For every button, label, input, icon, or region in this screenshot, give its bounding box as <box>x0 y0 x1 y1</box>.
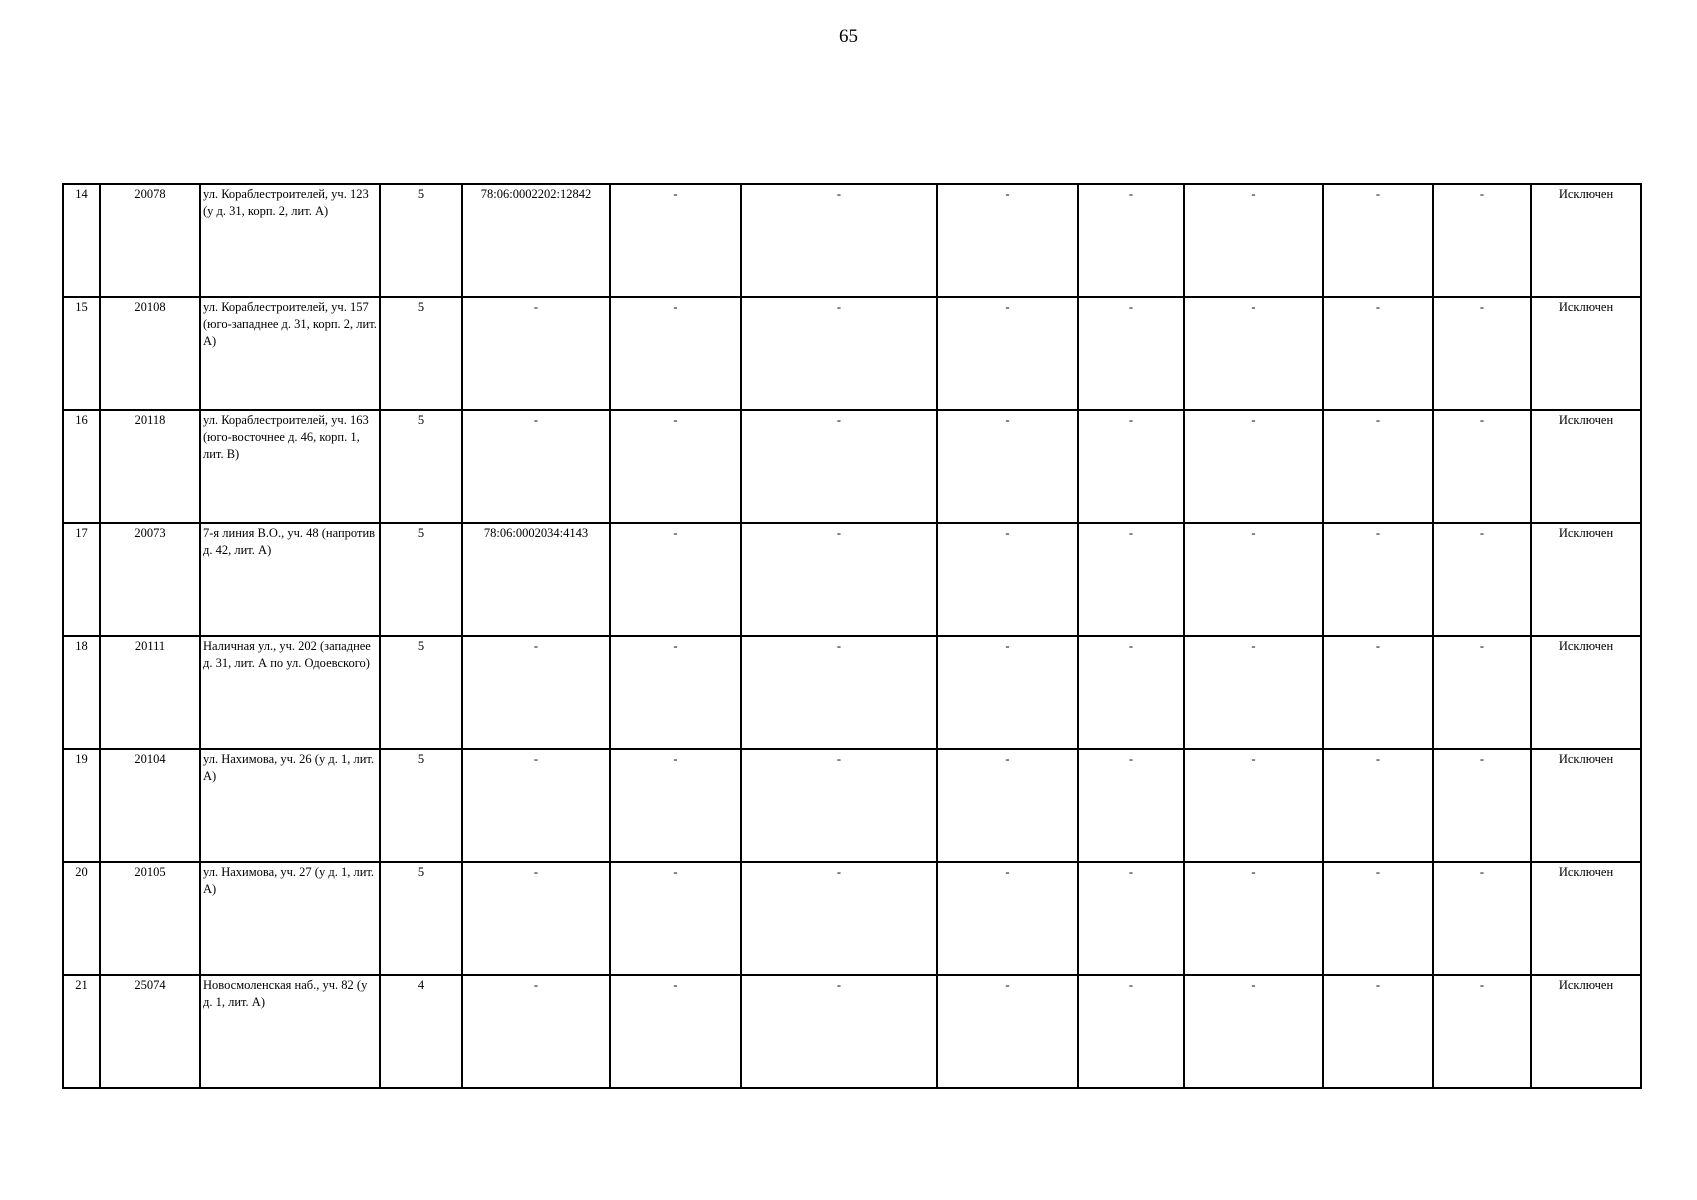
data-cell: - <box>937 410 1078 523</box>
data-cell: - <box>1078 975 1184 1088</box>
code-cell: 20073 <box>100 523 200 636</box>
data-cell: - <box>1433 975 1531 1088</box>
data-cell: - <box>741 749 937 862</box>
cadastral-number-cell: - <box>462 862 610 975</box>
table-row <box>63 523 1641 636</box>
value-cell: 4 <box>380 975 462 1088</box>
data-cell: - <box>741 184 937 297</box>
status-cell: Исключен <box>1531 297 1641 410</box>
cadastral-number-cell: - <box>462 749 610 862</box>
table-row <box>63 749 1641 862</box>
table-row <box>63 975 1641 1088</box>
data-cell: - <box>610 636 741 749</box>
data-cell: - <box>1184 975 1323 1088</box>
value-cell: 5 <box>380 297 462 410</box>
value-cell: 5 <box>380 523 462 636</box>
data-cell: - <box>1433 297 1531 410</box>
data-cell: - <box>1078 297 1184 410</box>
data-cell: - <box>1184 410 1323 523</box>
cadastral-number-cell: - <box>462 636 610 749</box>
status-cell: Исключен <box>1531 184 1641 297</box>
code-cell: 20104 <box>100 749 200 862</box>
table-row <box>63 862 1641 975</box>
data-cell: - <box>1184 862 1323 975</box>
data-cell: - <box>1433 636 1531 749</box>
cadastral-number-cell: - <box>462 410 610 523</box>
cadastral-number-cell: 78:06:0002034:4143 <box>462 523 610 636</box>
row-number-cell: 20 <box>63 862 100 975</box>
cadastral-number-cell: - <box>462 297 610 410</box>
value-cell: 5 <box>380 636 462 749</box>
data-cell: - <box>741 636 937 749</box>
status-cell: Исключен <box>1531 523 1641 636</box>
data-cell: - <box>1184 523 1323 636</box>
data-cell: - <box>610 410 741 523</box>
status-cell: Исключен <box>1531 410 1641 523</box>
address-cell: ул. Нахимова, уч. 27 (у д. 1, лит. А) <box>200 862 380 975</box>
data-cell: - <box>741 975 937 1088</box>
data-cell: - <box>937 184 1078 297</box>
code-cell: 20108 <box>100 297 200 410</box>
address-cell: ул. Кораблестроителей, уч. 163 (юго-восточнее д. 46, корп. 1, лит. В) <box>200 410 380 523</box>
data-cell: - <box>1323 636 1433 749</box>
value-cell: 5 <box>380 184 462 297</box>
address-cell: Новосмоленская наб., уч. 82 (у д. 1, лит. А) <box>200 975 380 1088</box>
data-cell: - <box>1323 297 1433 410</box>
data-cell: - <box>610 975 741 1088</box>
page-number: 65 <box>839 26 858 47</box>
data-cell: - <box>610 749 741 862</box>
row-number-cell: 14 <box>63 184 100 297</box>
data-cell: - <box>1078 410 1184 523</box>
table-row <box>63 297 1641 410</box>
code-cell: 20105 <box>100 862 200 975</box>
data-cell: - <box>1184 749 1323 862</box>
row-number-cell: 15 <box>63 297 100 410</box>
data-cell: - <box>610 862 741 975</box>
row-number-cell: 16 <box>63 410 100 523</box>
data-cell: - <box>1433 749 1531 862</box>
data-cell: - <box>1323 410 1433 523</box>
value-cell: 5 <box>380 862 462 975</box>
address-cell: ул. Нахимова, уч. 26 (у д. 1, лит. А) <box>200 749 380 862</box>
data-cell: - <box>741 862 937 975</box>
data-cell: - <box>741 297 937 410</box>
row-number-cell: 19 <box>63 749 100 862</box>
data-cell: - <box>1078 636 1184 749</box>
value-cell: 5 <box>380 410 462 523</box>
code-cell: 20078 <box>100 184 200 297</box>
address-cell: ул. Кораблестроителей, уч. 123 (у д. 31, корп. 2, лит. А) <box>200 184 380 297</box>
address-cell: ул. Кораблестроителей, уч. 157 (юго-западнее д. 31, корп. 2, лит. А) <box>200 297 380 410</box>
code-cell: 20118 <box>100 410 200 523</box>
data-cell: - <box>1323 749 1433 862</box>
data-cell: - <box>1433 523 1531 636</box>
data-cell: - <box>1184 636 1323 749</box>
data-cell: - <box>1078 862 1184 975</box>
data-cell: - <box>610 523 741 636</box>
code-cell: 25074 <box>100 975 200 1088</box>
data-cell: - <box>1184 297 1323 410</box>
data-cell: - <box>741 410 937 523</box>
data-cell: - <box>1323 523 1433 636</box>
data-cell: - <box>937 636 1078 749</box>
status-cell: Исключен <box>1531 975 1641 1088</box>
data-cell: - <box>741 523 937 636</box>
data-cell: - <box>937 523 1078 636</box>
data-cell: - <box>610 297 741 410</box>
data-cell: - <box>1078 184 1184 297</box>
table-row <box>63 184 1641 297</box>
value-cell: 5 <box>380 749 462 862</box>
row-number-cell: 21 <box>63 975 100 1088</box>
code-cell: 20111 <box>100 636 200 749</box>
data-cell: - <box>1078 523 1184 636</box>
data-cell: - <box>1323 862 1433 975</box>
address-cell: Наличная ул., уч. 202 (западнее д. 31, лит. А по ул. Одоевского) <box>200 636 380 749</box>
data-cell: - <box>937 862 1078 975</box>
data-cell: - <box>1078 749 1184 862</box>
data-cell: - <box>937 297 1078 410</box>
data-cell: - <box>1323 975 1433 1088</box>
table-row <box>63 636 1641 749</box>
data-cell: - <box>1433 410 1531 523</box>
table-row <box>63 410 1641 523</box>
row-number-cell: 17 <box>63 523 100 636</box>
cadastral-number-cell: 78:06:0002202:12842 <box>462 184 610 297</box>
data-cell: - <box>1433 862 1531 975</box>
data-cell: - <box>610 184 741 297</box>
data-cell: - <box>1433 184 1531 297</box>
row-number-cell: 18 <box>63 636 100 749</box>
registry-table <box>62 183 1642 1089</box>
data-cell: - <box>937 975 1078 1088</box>
data-cell: - <box>1184 184 1323 297</box>
data-cell: - <box>1323 184 1433 297</box>
status-cell: Исключен <box>1531 749 1641 862</box>
address-cell: 7-я линия В.О., уч. 48 (напротив д. 42, лит. А) <box>200 523 380 636</box>
cadastral-number-cell: - <box>462 975 610 1088</box>
data-cell: - <box>937 749 1078 862</box>
status-cell: Исключен <box>1531 636 1641 749</box>
status-cell: Исключен <box>1531 862 1641 975</box>
